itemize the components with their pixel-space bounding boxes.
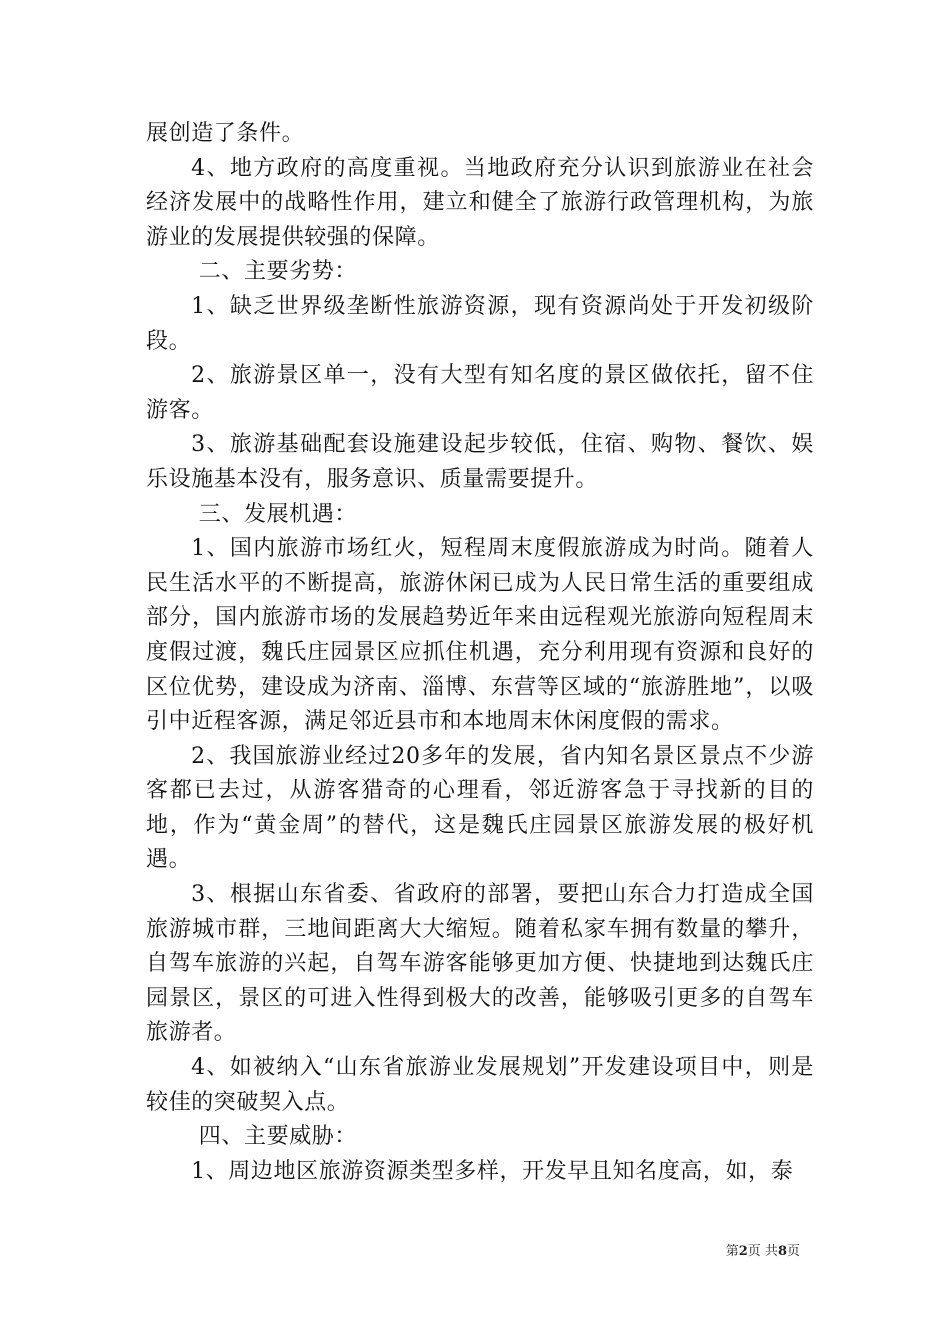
paragraph-5: 2、旅游景区单一，没有大型有知名度的景区做依托，留不住游客。 xyxy=(146,363,814,423)
footer-suffix: 页 xyxy=(786,1244,800,1259)
paragraph-8: 1、国内旅游市场红火，短程周末度假旅游成为时尚。随着人民生活水平的不断提高，旅游休闲已成为人民日常生活的重要组成部分，国内旅游市场的发展趋势近年来由远程观光旅游向短程周末度假过渡，魏氏庄园景区应抓住机遇，充分利用现有资源和良好的区位优势，建设成为济南、淄博、东营等区域的“旅游胜地”，以吸引中近程客源，满足邻近县市和本地周末休闲度假的需求。 xyxy=(146,536,814,735)
paragraph-4: 1、缺乏世界级垄断性旅游资源，现有资源尚处于开发初级阶段。 xyxy=(146,293,814,354)
paragraph-10: 3、根据山东省委、省政府的部署，要把山东合力打造成全国旅游城市群，三地间距离大大缩短。随着私家车拥有数量的攀升，自驾车旅游的兴起，自驾车游客能够更加方便、快捷地到达魏氏庄园景区，景区的可进入性得到极大的改善，能够吸引更多的自驾车旅游者。 xyxy=(146,882,814,1046)
section-heading-weaknesses: 二、主要劣势： xyxy=(198,259,357,285)
section-heading-threats: 四、主要威胁： xyxy=(198,1124,357,1150)
footer-current-page: 2 xyxy=(738,1244,748,1259)
section-heading-opportunities: 三、发展机遇： xyxy=(198,501,357,527)
paragraph-2: 4、地方政府的高度重视。当地政府充分认识到旅游业在社会经济发展中的战略性作用，建立和健全了旅游行政管理机构，为旅游业的发展提供较强的保障。 xyxy=(146,155,814,250)
footer-prefix: 第 xyxy=(725,1244,739,1259)
paragraph-1: 展创造了条件。 xyxy=(146,121,305,146)
paragraph-13: 1、周边地区旅游资源类型多样，开发早且知名度高，如，泰 xyxy=(191,1158,794,1184)
document-body xyxy=(146,117,814,1189)
paragraph-11: 4、如被纳入“山东省旅游业发展规划”开发建设项目中，则是较佳的突破契入点。 xyxy=(146,1055,814,1115)
page-number-footer xyxy=(600,1244,800,1260)
paragraph-6: 3、旅游基础配套设施建设起步较低，住宿、购物、餐饮、娱乐设施基本没有，服务意识、质量需要提升。 xyxy=(146,432,814,492)
paragraph-9: 2、我国旅游业经过20多年的发展，省内知名景区景点不少游客都已去过，从游客猎奇的心理看，邻近游客急于寻找新的目的地，作为“黄金周”的替代，这是魏氏庄园景区旅游发展的极好机遇。 xyxy=(146,743,814,873)
footer-total-pages: 8 xyxy=(777,1244,787,1259)
footer-middle: 页 共 xyxy=(747,1244,778,1259)
